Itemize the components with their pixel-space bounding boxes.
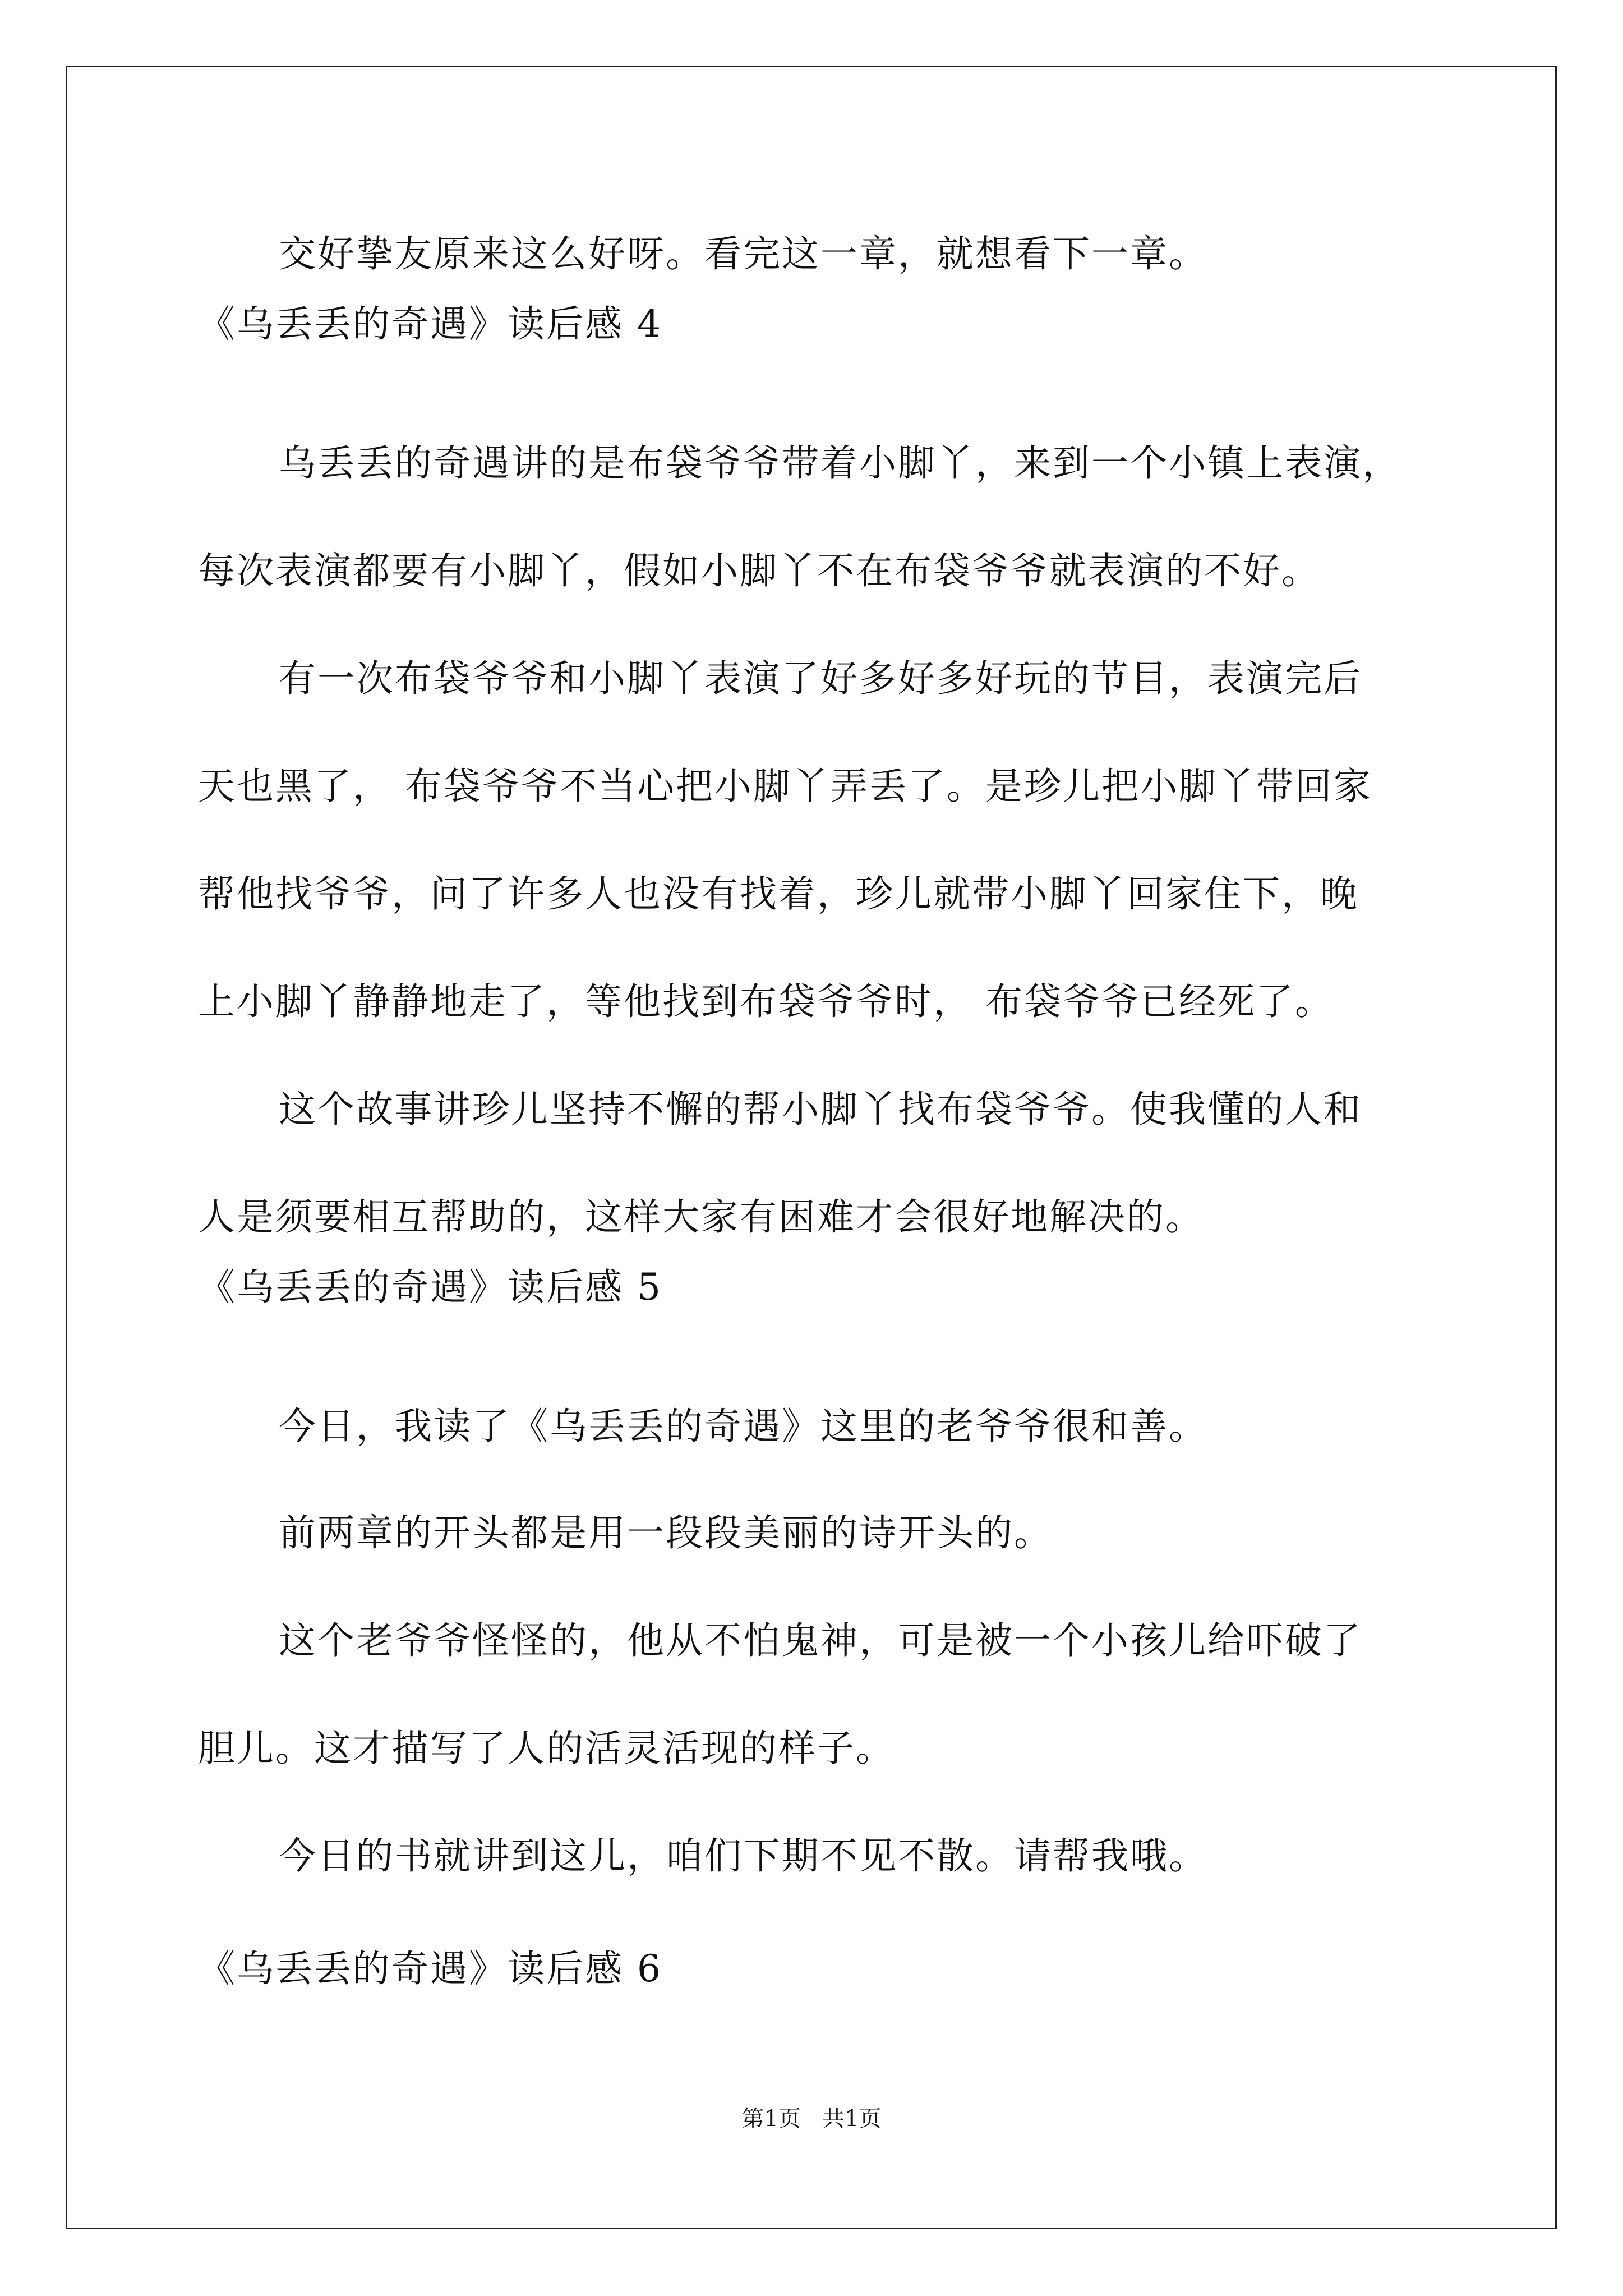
paragraph-line: 天也黑了， 布袋爷爷不当心把小脚丫弄丢了。是珍儿把小脚丫带回家 [198,765,1372,808]
paragraph-line: 前两章的开头都是用一段段美丽的诗开头的。 [279,1511,1053,1554]
page-footer: 第1页 共1页 [741,2106,882,2132]
paragraph-line: 今日，我读了《乌丢丢的奇遇》这里的老爷爷很和善。 [279,1405,1207,1448]
page-border [66,66,1557,2229]
paragraph-line: 交好挚友原来这么好呀。看完这一章，就想看下一章。 [279,232,1207,275]
paragraph-line: 这个故事讲珍儿坚持不懈的帮小脚丫找布袋爷爷。使我懂的人和 [279,1088,1362,1131]
section-heading: 《乌丢丢的奇遇》读后感 4 [198,302,662,346]
paragraph-line: 每次表演都要有小脚丫，假如小脚丫不在布袋爷爷就表演的不好。 [198,549,1320,592]
section-heading: 《乌丢丢的奇遇》读后感 6 [198,1947,662,1990]
paragraph-line: 有一次布袋爷爷和小脚丫表演了好多好多好玩的节目，表演完后 [279,657,1362,700]
paragraph-line: 胆儿。这才描写了人的活灵活现的样子。 [198,1727,895,1770]
paragraph-line: 帮他找爷爷，问了许多人也没有找着，珍儿就带小脚丫回家住下，晚 [198,872,1359,915]
section-heading: 《乌丢丢的奇遇》读后感 5 [198,1266,662,1309]
paragraph-line: 上小脚丫静静地走了，等他找到布袋爷爷时， 布袋爷爷已经死了。 [198,980,1334,1023]
paragraph-line: 今日的书就讲到这儿，咱们下期不见不散。请帮我哦。 [279,1834,1207,1878]
paragraph-line: 乌丢丢的奇遇讲的是布袋爷爷带着小脚丫，来到一个小镇上表演， [279,441,1401,485]
paragraph-line: 这个老爷爷怪怪的，他从不怕鬼神，可是被一个小孩儿给吓破了 [279,1619,1362,1662]
paragraph-line: 人是须要相互帮助的，这样大家有困难才会很好地解决的。 [198,1195,1204,1239]
